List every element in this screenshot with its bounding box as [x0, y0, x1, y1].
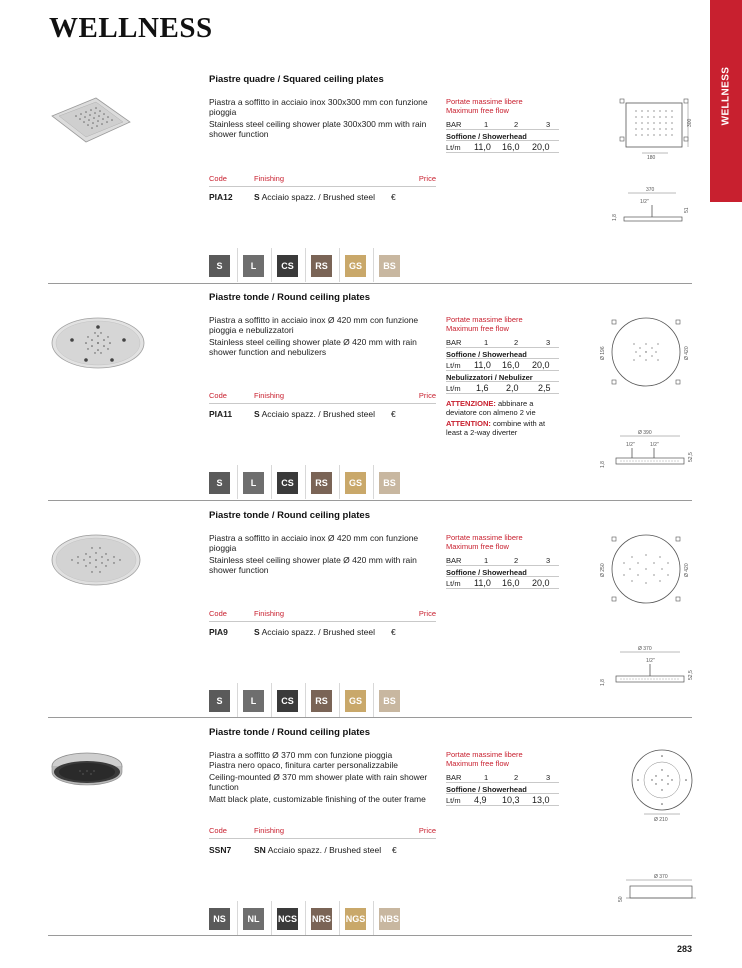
svg-text:52,5: 52,5 — [688, 670, 694, 680]
round-plate-nebulizer-image — [50, 316, 146, 370]
round-plate-image — [50, 533, 142, 587]
section-side-tab — [710, 0, 742, 202]
swatch[interactable]: RS — [311, 255, 332, 277]
product-title: Piastre tonde / Round ceiling plates — [209, 510, 370, 521]
side-view-drawing — [612, 185, 698, 230]
product-title: Piastre tonde / Round ceiling plates — [209, 292, 370, 303]
swatch[interactable]: RS — [311, 472, 332, 494]
product-code: SSN7 — [209, 845, 232, 855]
svg-text:1/2": 1/2" — [626, 442, 635, 448]
product-code: PIA12 — [209, 192, 233, 202]
code-header: Code Finishing Price — [209, 609, 436, 622]
side-tab-label: WELLNESS — [720, 66, 732, 126]
price-currency: € — [391, 192, 396, 202]
swatch[interactable]: BS — [379, 472, 400, 494]
swatch[interactable]: L — [243, 472, 264, 494]
svg-text:50: 50 — [618, 896, 624, 902]
svg-text:1,8: 1,8 — [612, 214, 618, 221]
flow-table: Portate massime libere Maximum free flow BAR 1 2 3 Soffione / Showerhead Lt/m 11,0 16,0 20,0 — [446, 533, 559, 589]
code-header: Code Finishing Price — [209, 826, 436, 839]
svg-text:1/2": 1/2" — [650, 442, 659, 448]
section-divider — [48, 935, 692, 936]
swatch[interactable]: RS — [311, 690, 332, 712]
swatch[interactable]: CS — [277, 255, 298, 277]
svg-text:370: 370 — [646, 187, 655, 193]
svg-text:Ø 250: Ø 250 — [600, 563, 606, 577]
flow-table: Portate massime libere Maximum free flow BAR 1 2 3 Soffione / Showerhead Lt/m 11,0 16,0 20,0 — [446, 97, 559, 153]
swatch[interactable]: S — [209, 690, 230, 712]
svg-text:52,5: 52,5 — [688, 452, 694, 462]
product-description: Piastra a soffitto in acciaio inox 300x300 mm con funzione pioggia Stainless steel ceiling shower plate 300x300 mm with rain shower function — [209, 97, 428, 139]
product-title: Piastre quadre / Squared ceiling plates — [209, 74, 384, 85]
product-description: Piastra a soffitto in acciaio inox Ø 420 mm con funzione pioggia Stainless steel ceiling shower plate Ø 420 mm with rain shower function — [209, 533, 419, 575]
svg-text:1/2": 1/2" — [640, 199, 649, 205]
black-round-plate-image — [50, 750, 124, 790]
price-currency: € — [392, 845, 397, 855]
swatch[interactable]: L — [243, 255, 264, 277]
product-code: PIA9 — [209, 627, 228, 637]
svg-text:180: 180 — [647, 155, 656, 161]
product-code: PIA11 — [209, 409, 233, 419]
swatch[interactable]: CS — [277, 690, 298, 712]
flow-table: Portate massime libere Maximum free flow BAR 1 2 3 Soffione / Showerhead Lt/m 11,0 16,0 20,0 Nebulizzatori / Nebulizer Lt/m 1,6 2,0 2,5 ATTENZIONE: abbinare a deviatore con almeno 2 vie ATTENTION: combine with at least a 2-way diverter — [446, 315, 559, 437]
svg-text:300: 300 — [687, 118, 693, 127]
swatch[interactable]: BS — [379, 255, 400, 277]
swatch[interactable]: GS — [345, 690, 366, 712]
svg-text:Ø 196: Ø 196 — [600, 346, 606, 360]
svg-text:1,8: 1,8 — [600, 461, 606, 468]
product-description: Piastra a soffitto Ø 370 mm con funzione pioggia Piastra nero opaco, finitura carter personalizzabile Ceiling-mounted Ø 370 mm shower plate with rain shower function Matt black plate, customizable finishing of the outer frame — [209, 750, 428, 804]
section-divider — [48, 500, 692, 501]
svg-text:Ø 420: Ø 420 — [684, 563, 690, 577]
svg-text:Ø 390: Ø 390 — [638, 430, 652, 436]
swatch[interactable]: S — [209, 255, 230, 277]
swatch[interactable]: NS — [209, 908, 230, 930]
price-currency: € — [391, 627, 396, 637]
swatch[interactable]: NBS — [379, 908, 400, 930]
product-title: Piastre tonde / Round ceiling plates — [209, 727, 370, 738]
swatch[interactable]: S — [209, 472, 230, 494]
code-header: Code Finishing Price — [209, 391, 436, 404]
swatch[interactable]: NCS — [277, 908, 298, 930]
svg-text:Ø 370: Ø 370 — [654, 874, 668, 880]
product-description: Piastra a soffitto in acciaio inox Ø 420 mm con funzione pioggia e nebulizzatori Stainless steel ceiling shower plate Ø 420 mm with rain shower function and nebulizers — [209, 315, 419, 357]
swatch[interactable]: L — [243, 690, 264, 712]
side-view-drawing — [598, 428, 696, 474]
top-view-drawing — [596, 533, 696, 605]
top-view-drawing — [596, 316, 696, 388]
top-view-drawing — [612, 97, 698, 163]
svg-text:Ø 420: Ø 420 — [684, 346, 690, 360]
top-view-drawing — [628, 746, 696, 828]
swatch[interactable]: NL — [243, 908, 264, 930]
swatch[interactable]: GS — [345, 472, 366, 494]
section-divider — [48, 283, 692, 284]
attention-note-en: ATTENTION: combine with at least a 2-way diverter — [446, 419, 546, 437]
svg-text:1/2": 1/2" — [646, 658, 655, 664]
swatch[interactable]: BS — [379, 690, 400, 712]
code-header: Code Finishing Price — [209, 174, 436, 187]
swatch[interactable]: NGS — [345, 908, 366, 930]
attention-note-it: ATTENZIONE: abbinare a deviatore con almeno 2 vie — [446, 399, 536, 417]
square-plate-image — [50, 96, 132, 144]
swatch[interactable]: GS — [345, 255, 366, 277]
section-divider — [48, 717, 692, 718]
svg-text:Ø 370: Ø 370 — [638, 646, 652, 652]
svg-text:1,8: 1,8 — [600, 679, 606, 686]
svg-text:51: 51 — [684, 207, 690, 213]
svg-text:Ø 210: Ø 210 — [654, 817, 668, 823]
flow-table: Portate massime libere Maximum free flow BAR 1 2 3 Soffione / Showerhead Lt/m 4,9 10,3 13,0 — [446, 750, 559, 806]
swatch[interactable]: CS — [277, 472, 298, 494]
page-number: 283 — [677, 944, 693, 954]
swatch[interactable]: NRS — [311, 908, 332, 930]
side-view-drawing — [612, 872, 698, 912]
price-currency: € — [391, 409, 396, 419]
page-title: WELLNESS — [49, 12, 213, 44]
side-view-drawing — [598, 644, 696, 690]
